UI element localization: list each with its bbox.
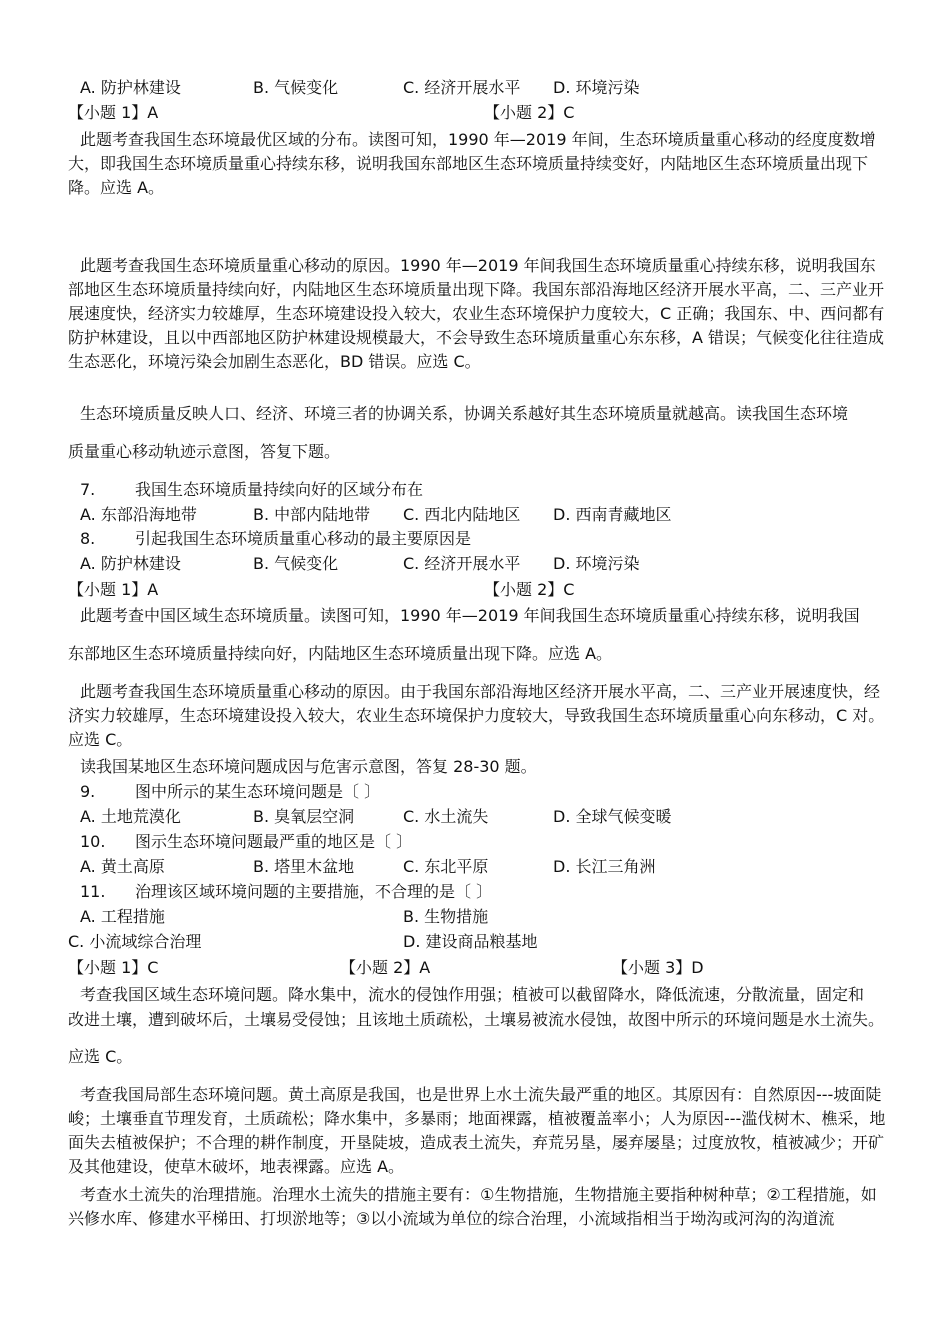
answer-2: 【小题 2】A xyxy=(340,958,431,977)
question-8 xyxy=(0,527,950,551)
question-10 xyxy=(0,830,950,854)
intro-text: 生态环境质量反映人口、经济、环境三者的协调关系，协调关系越好其生态环境质量就越高。读我国生态环境 xyxy=(80,404,849,423)
option-b: B. 中部内陆地带 xyxy=(253,505,371,524)
question-text: 我国生态环境质量持续向好的区域分布在 xyxy=(135,480,424,499)
options-row-q7 xyxy=(0,503,950,527)
options-row-q9 xyxy=(0,805,950,829)
explanation-text: 此题考查中国区域生态环境质量。读图可知，1990 年—2019 年间我国生态环境质量重心持续东移，说明我国 xyxy=(80,606,860,625)
explanation-paragraph: 此题考查我国生态环境质量重心移动的原因。1990 年—2019 年间我国生态环境质量重心持续东移，说明我国东部地区生态环境质量持续向好，内陆地区生态环境质量出现下降。我国东部沿海地区经济开展水平高，二、三产业开展速度快，经济实力较雄厚，生态环境建设投入较大，农业生态环境保护力度较大，C 正确；我国东、中、西问都有防护林建设，且以中西部地区防护林建设规模最大，不会导致生态环境质量重心东东移，A 错误；气候变化往往造成生态恶化，环境污染会加剧生态恶化，BD 错误。应选 C。 xyxy=(68,256,885,371)
option-c: C. 经济开展水平 xyxy=(403,78,521,97)
options-row-q10 xyxy=(0,855,950,879)
option-c: C. 西北内陆地区 xyxy=(403,505,521,524)
question-7 xyxy=(0,478,950,502)
explanation-text: 东部地区生态环境质量持续向好，内陆地区生态环境质量出现下降。应选 A。 xyxy=(68,644,613,663)
question-number: 7. xyxy=(80,480,96,499)
option-d: D. 建设商品粮基地 xyxy=(403,932,538,951)
explanation-line xyxy=(0,1008,950,1032)
explanation-line xyxy=(0,983,950,1007)
answer-1: 【小题 1】A xyxy=(68,103,159,122)
question-text: 治理该区域环境问题的主要措施，不合理的是〔 〕 xyxy=(135,882,493,901)
option-d: D. 西南青藏地区 xyxy=(553,505,672,524)
intro-text: 质量重心移动轨迹示意图，答复下题。 xyxy=(68,442,341,461)
explanation-text: 改进土壤，遭到破坏后，土壤易受侵蚀；且该地土质疏松，土壤易被流水侵蚀，故图中所示的环境问题是水土流失。 xyxy=(68,1010,885,1029)
explanation-line xyxy=(0,604,950,628)
option-c: C. 东北平原 xyxy=(403,857,489,876)
options-row-q11-a xyxy=(0,905,950,929)
answer-2: 【小题 2】C xyxy=(484,580,575,599)
option-c: C. 小流域综合治理 xyxy=(68,932,202,951)
explanation-text: 考查我国区域生态环境问题。降水集中，流水的侵蚀作用强；植被可以截留降水，降低流速，分散流量，固定和 xyxy=(80,985,865,1004)
explanation-text: 应选 C。 xyxy=(68,1047,133,1066)
answers-row-block1 xyxy=(0,101,950,125)
answer-1: 【小题 1】A xyxy=(68,580,159,599)
option-b: B. 臭氧层空洞 xyxy=(253,807,355,826)
options-row-q11-b xyxy=(0,930,950,954)
answer-1: 【小题 1】C xyxy=(68,958,159,977)
option-b: B. 生物措施 xyxy=(403,907,489,926)
option-d: D. 全球气候变暖 xyxy=(553,807,672,826)
explanation-line xyxy=(0,1045,950,1069)
question-text: 图中所示的某生态环境问题是〔 〕 xyxy=(135,782,381,801)
question-11 xyxy=(0,880,950,904)
intro-line xyxy=(0,402,950,426)
option-a: A. 工程措施 xyxy=(80,907,165,926)
options-row-q8 xyxy=(0,552,950,576)
answers-row-block2 xyxy=(0,578,950,602)
answer-3: 【小题 3】D xyxy=(612,958,704,977)
option-b: B. 塔里木盆地 xyxy=(253,857,355,876)
question-number: 11. xyxy=(80,882,106,901)
option-a: A. 防护林建设 xyxy=(80,554,181,573)
option-c: C. 经济开展水平 xyxy=(403,554,521,573)
question-number: 9. xyxy=(80,782,96,801)
option-d: D. 环境污染 xyxy=(553,554,640,573)
option-d: D. 长江三角洲 xyxy=(553,857,656,876)
intro-text: 读我国某地区生态环境问题成因与危害示意图，答复 28-30 题。 xyxy=(80,757,537,776)
answer-2: 【小题 2】C xyxy=(484,103,575,122)
options-row-block1 xyxy=(0,76,950,100)
explanation-paragraph: 考查水土流失的治理措施。治理水土流失的措施主要有：①生物措施，生物措施主要指种树种草；②工程措施，如兴修水库、修建水平梯田、打坝淤地等；③以小流域为单位的综合治理，小流域指相当于坳沟或河沟的沟道流 xyxy=(68,1185,877,1228)
intro-line xyxy=(0,440,950,464)
explanation-paragraph: 考查我国局部生态环境问题。黄土高原是我国，也是世界上水土流失最严重的地区。其原因有：自然原因---坡面陡峻；土壤垂直节理发育，土质疏松；降水集中，多暴雨；地面裸露，植被覆盖率小；人为原因---滥伐树木、樵采，地面失去植被保护；不合理的耕作制度，开垦陡坡，造成表土流失，弃荒另垦，屡弃屡垦；过度放牧，植被减少；开矿及其他建设，使草木破坏，地表裸露。应选 A。 xyxy=(68,1085,886,1176)
option-a: A. 黄土高原 xyxy=(80,857,165,876)
option-d: D. 环境污染 xyxy=(553,78,640,97)
explanation-line xyxy=(0,642,950,666)
explanation-paragraph: 此题考查我国生态环境质量重心移动的原因。由于我国东部沿海地区经济开展水平高，二、三产业开展速度快，经济实力较雄厚，生态环境建设投入较大，农业生态环境保护力度较大，导致我国生态环境质量重心向东移动，C 对。应选 C。 xyxy=(68,682,885,749)
question-number: 8. xyxy=(80,529,96,548)
answers-row-block3 xyxy=(0,956,950,980)
question-text: 图示生态环境问题最严重的地区是〔 〕 xyxy=(135,832,413,851)
option-c: C. 水土流失 xyxy=(403,807,489,826)
option-a: A. 东部沿海地带 xyxy=(80,505,197,524)
option-b: B. 气候变化 xyxy=(253,554,339,573)
explanation-paragraph: 此题考查我国生态环境最优区域的分布。读图可知，1990 年—2019 年间，生态环境质量重心移动的经度度数增大，即我国生态环境质量重心持续东移，说明我国东部地区生态环境质量持续变好，内陆地区生态环境质量出现下降。应选 A。 xyxy=(68,130,876,197)
option-a: A. 防护林建设 xyxy=(80,78,181,97)
option-a: A. 土地荒漠化 xyxy=(80,807,181,826)
question-text: 引起我国生态环境质量重心移动的最主要原因是 xyxy=(135,529,472,548)
question-9 xyxy=(0,780,950,804)
intro-line xyxy=(0,755,950,779)
option-b: B. 气候变化 xyxy=(253,78,339,97)
question-number: 10. xyxy=(80,832,106,851)
